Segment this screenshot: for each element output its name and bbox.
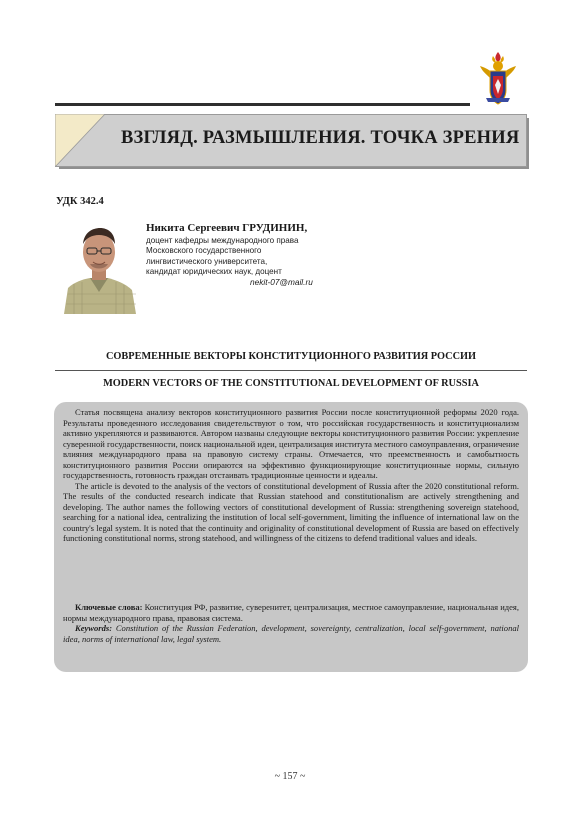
keywords-en (63, 623, 519, 644)
banner-corner-triangle (55, 114, 105, 167)
article-title-ru: СОВРЕМЕННЫЕ ВЕКТОРЫ КОНСТИТУЦИОННОГО РАЗВИТИЯ РОССИИ (105, 351, 477, 362)
title-divider (55, 370, 527, 371)
udk-code: УДК 342.4 (56, 196, 104, 207)
top-rule (55, 103, 470, 106)
keywords-block (63, 602, 519, 644)
keywords-ru-label: Ключевые слова: (75, 602, 143, 612)
section-title: ВЗГЛЯД. РАЗМЫШЛЕНИЯ. ТОЧКА ЗРЕНИЯ (121, 128, 520, 148)
article-title-en: MODERN VECTORS OF THE CONSTITUTIONAL DEVELOPMENT OF RUSSIA (103, 378, 479, 389)
abstract-ru: Статья посвящена анализу векторов конституционного развития России после конституционной реформы 2020 года. Результаты проведенного исследования свидетельствуют о том, что российская государственность и конституционализм активно укрепляются и развиваются. Автором названы следующие векторы конституционного развития России: укрепление суверенной государственности, поиск национальной идеи, централизация института местного самоуправления, ограничение влияния международного права на правовую систему страны. Отмечается, что преемственность и самобытность конституционного развития России опираются на эффективно функционирующие конституционные нормы, сильную государственность, готовность граждан отстаивать традиционные ценности и идеалы. (63, 407, 519, 480)
author-info-line: лингвистического университета, (146, 256, 268, 266)
keywords-en-text: Constitution of the Russian Federation, development, sovereignty, centralization, local self-government, national idea, norms of international law, legal system. (63, 623, 519, 644)
author-info-line: кандидат юридических наук, доцент (146, 267, 282, 277)
abstract-en: The article is devoted to the analysis of the vectors of constitutional development of Russia after the 2020 constitutional reform. The results of the conducted research indicate that Russian statehood and constitutionalism are actively strengthening and developing. The author names the following vectors of constitutional development of Russia: strengthening sovereign statehood, searching for a national idea, centralizing the institution of local self-government, limiting the influence of international law on the country's legal system. It is noted that the continuity and originality of constitutional development of Russia are based on effectively functioning constitutional norms, strong statehood, and willingness of the citizens to defend traditional values and ideals. (63, 480, 519, 543)
section-banner (55, 114, 527, 167)
author-info-line: доцент кафедры международного права (146, 236, 299, 245)
author-photo (60, 222, 138, 314)
abstract (63, 407, 519, 544)
author-name: Никита Сергеевич ГРУДИНИН, (146, 222, 308, 234)
keywords-ru (63, 602, 519, 623)
author-info-line: Московского государственного (146, 246, 262, 256)
keywords-en-label: Keywords: (75, 623, 113, 633)
author-affiliation (146, 236, 298, 278)
emblem-logo (476, 50, 520, 108)
keywords-ru-text: Конституция РФ, развитие, суверенитет, централизация, местное самоуправление, национальная идея, нормы международного права, правовая система. (63, 602, 519, 623)
author-email[interactable]: nekit-07@mail.ru (250, 277, 313, 287)
page-number: ~ 157 ~ (274, 771, 306, 782)
